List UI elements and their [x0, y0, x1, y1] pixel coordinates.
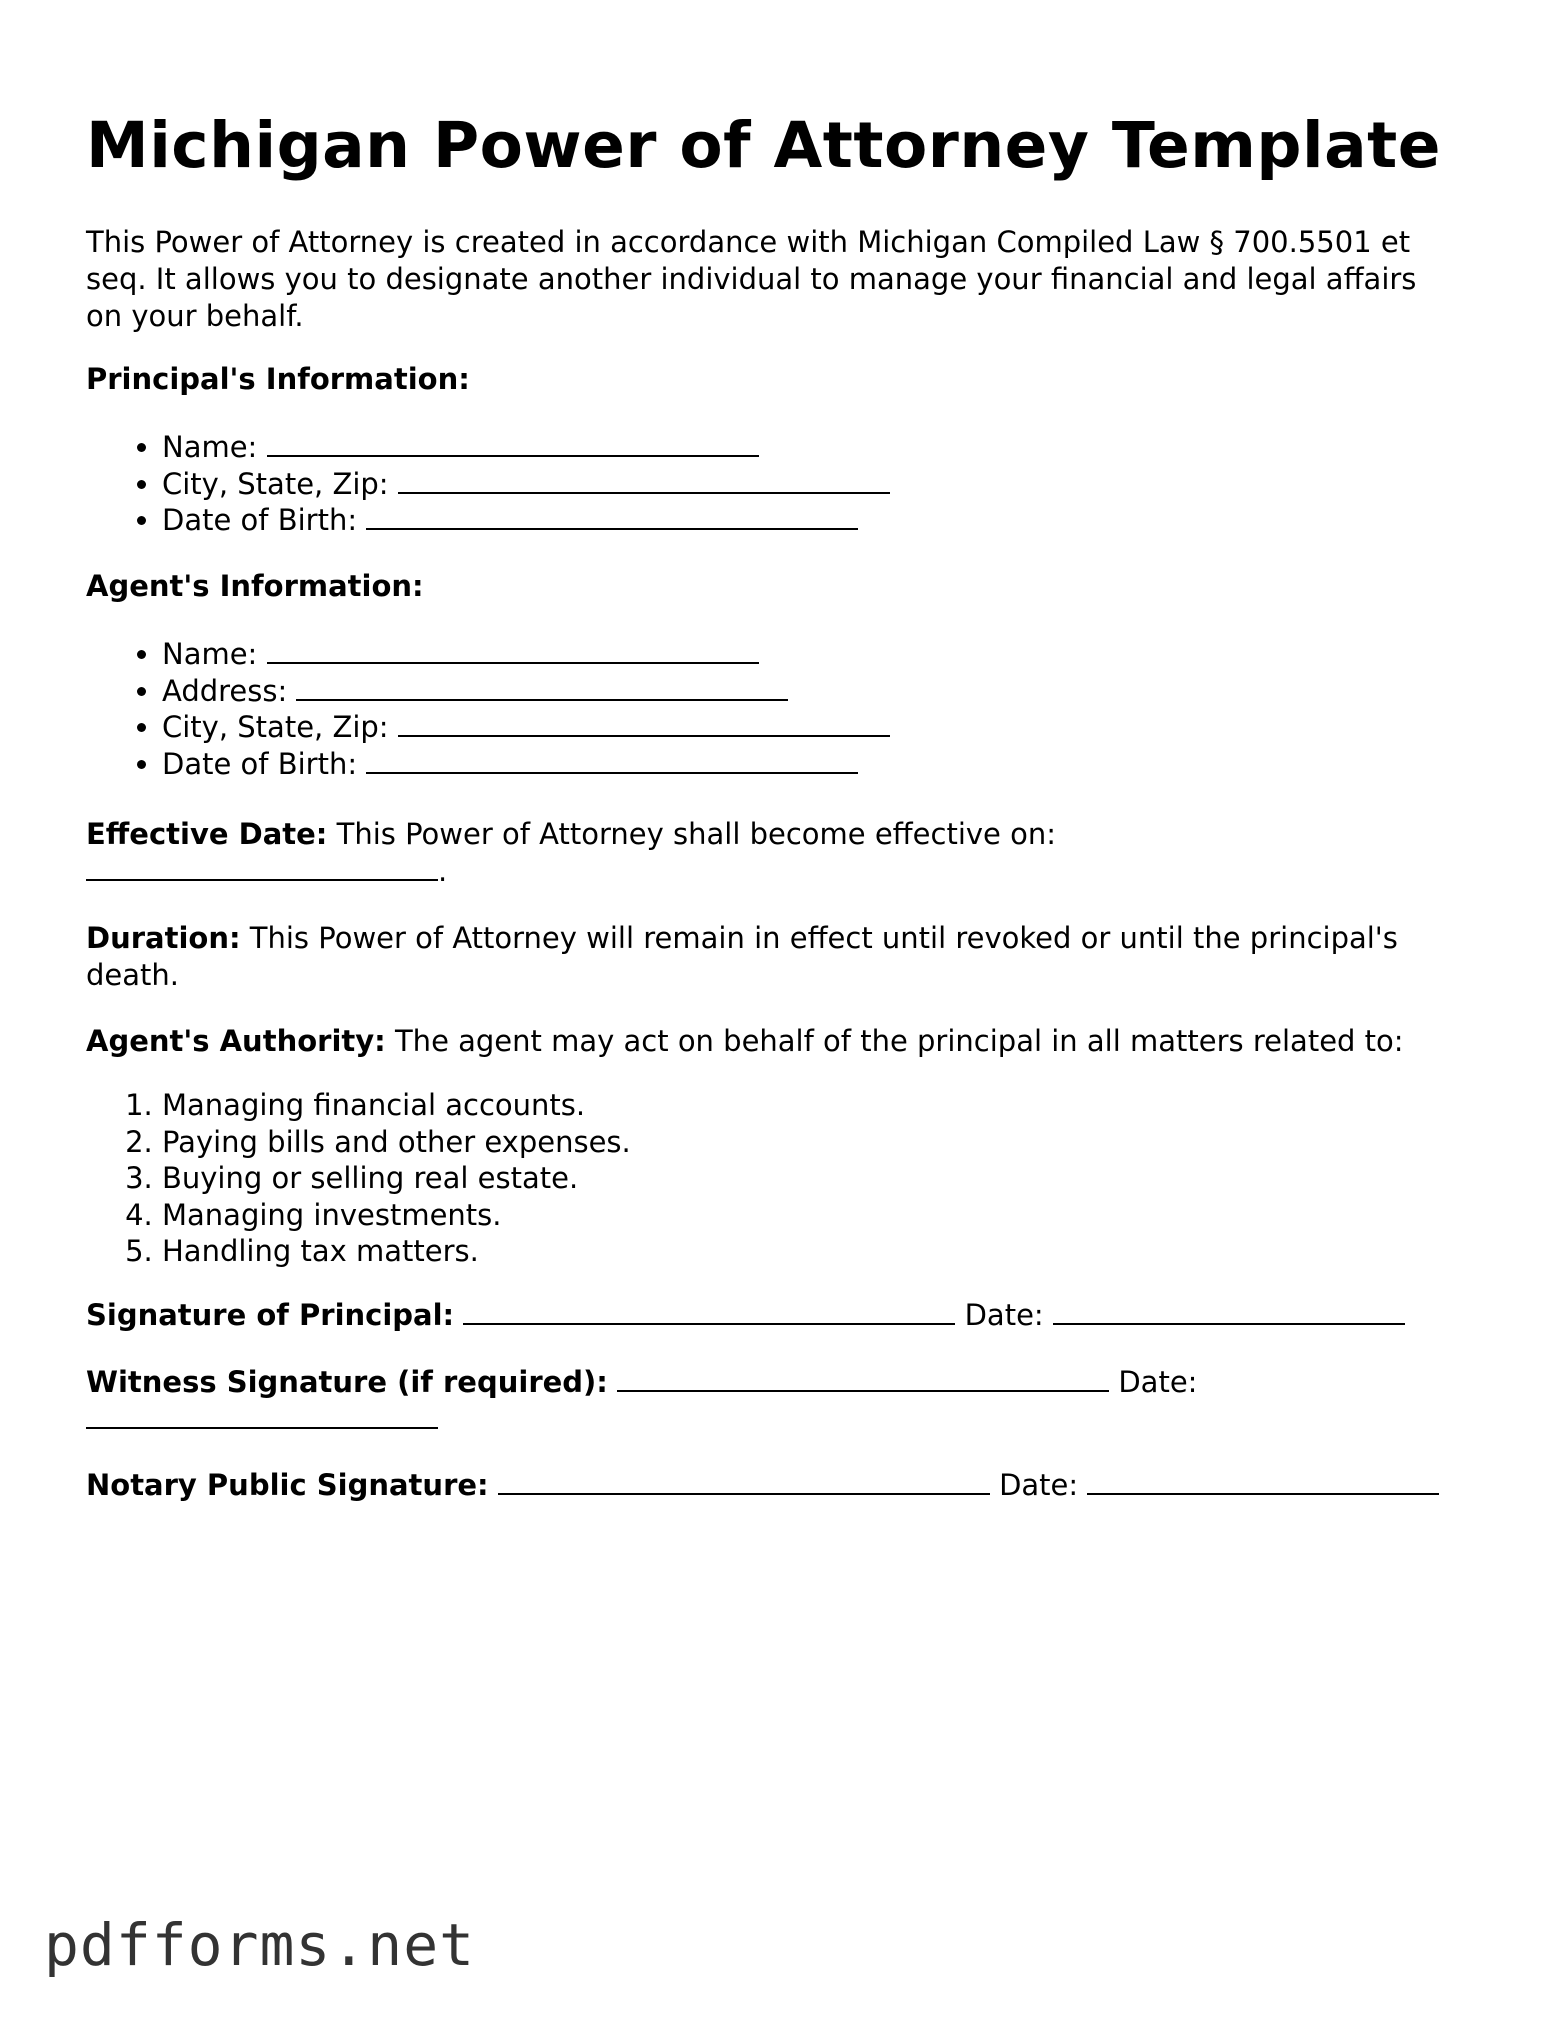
- document-title: Michigan Power of Attorney Template: [86, 109, 1441, 182]
- principal-dob-label: Date of Birth:: [162, 503, 358, 537]
- principal-dob-field[interactable]: [366, 502, 858, 530]
- intro-paragraph: This Power of Attorney is created in accordance with Michigan Compiled Law § 700.5501 et seq. It allows you to designate another individual to manage your financial and legal affairs on your behalf.: [86, 225, 1417, 333]
- effective-date-period: .: [438, 854, 448, 888]
- agent-name-label: Name:: [162, 637, 258, 671]
- notary-signature-field[interactable]: [498, 1467, 990, 1495]
- agent-address-label: Address:: [162, 673, 288, 708]
- principal-date-label: Date:: [964, 1298, 1044, 1332]
- effective-date-paragraph: [86, 816, 1456, 890]
- list-item: [162, 466, 890, 503]
- list-item: [162, 429, 890, 466]
- effective-date-label: Effective Date:: [86, 817, 328, 851]
- principal-signature-line: [86, 1297, 1405, 1334]
- authority-label: Agent's Authority:: [86, 1024, 386, 1058]
- notary-signature-label: Notary Public Signature:: [86, 1468, 489, 1502]
- notary-signature-line: [86, 1467, 1439, 1504]
- agent-city-field[interactable]: [398, 709, 890, 737]
- list-item: [162, 709, 890, 746]
- agent-heading: Agent's Information:: [86, 569, 424, 603]
- principal-signature-field[interactable]: [463, 1297, 955, 1325]
- principal-city-label: City, State, Zip:: [162, 466, 389, 501]
- agent-dob-field[interactable]: [366, 746, 858, 774]
- agent-name-field[interactable]: [267, 636, 759, 664]
- list-item: [162, 746, 890, 783]
- authority-paragraph: [86, 1023, 1506, 1060]
- duration-paragraph: [86, 920, 1486, 994]
- witness-date-field[interactable]: [86, 1401, 438, 1429]
- notary-date-field[interactable]: [1087, 1467, 1439, 1495]
- agent-dob-label: Date of Birth:: [162, 746, 358, 781]
- effective-date-text: This Power of Attorney shall become effective on:: [336, 817, 1056, 851]
- list-item: 5. Handling tax matters.: [162, 1233, 631, 1270]
- list-item: [162, 636, 890, 673]
- authority-list: [86, 1087, 631, 1270]
- witness-signature-label: Witness Signature (if required):: [86, 1365, 608, 1399]
- duration-label: Duration:: [86, 921, 241, 955]
- principal-city-field[interactable]: [398, 466, 890, 494]
- witness-signature-line: [86, 1364, 1197, 1438]
- list-item: 4. Managing investments.: [162, 1197, 631, 1234]
- principal-heading: Principal's Information:: [86, 362, 470, 396]
- principal-date-field[interactable]: [1053, 1297, 1405, 1325]
- list-item: 3. Buying or selling real estate.: [162, 1160, 631, 1197]
- list-item: [162, 673, 890, 710]
- list-item: [162, 502, 890, 539]
- authority-text: The agent may act on behalf of the principal in all matters related to:: [394, 1024, 1404, 1058]
- principal-fields-list: [86, 429, 890, 539]
- notary-date-label: Date:: [999, 1468, 1079, 1502]
- agent-address-field[interactable]: [296, 673, 788, 701]
- principal-name-label: Name:: [162, 430, 258, 464]
- agent-fields-list: [86, 636, 890, 782]
- agent-city-label: City, State, Zip:: [162, 710, 389, 744]
- list-item: 1. Managing financial accounts.: [162, 1087, 631, 1124]
- pdfforms-watermark: pdfforms.net: [44, 1911, 476, 1979]
- duration-text: This Power of Attorney will remain in effect until revoked or until the principal's death.: [86, 921, 1398, 992]
- witness-date-label: Date:: [1118, 1365, 1198, 1399]
- witness-signature-field[interactable]: [617, 1364, 1109, 1392]
- effective-date-field[interactable]: [86, 853, 438, 881]
- principal-signature-label: Signature of Principal:: [86, 1298, 455, 1332]
- list-item: 2. Paying bills and other expenses.: [162, 1124, 631, 1161]
- principal-name-field[interactable]: [267, 429, 759, 457]
